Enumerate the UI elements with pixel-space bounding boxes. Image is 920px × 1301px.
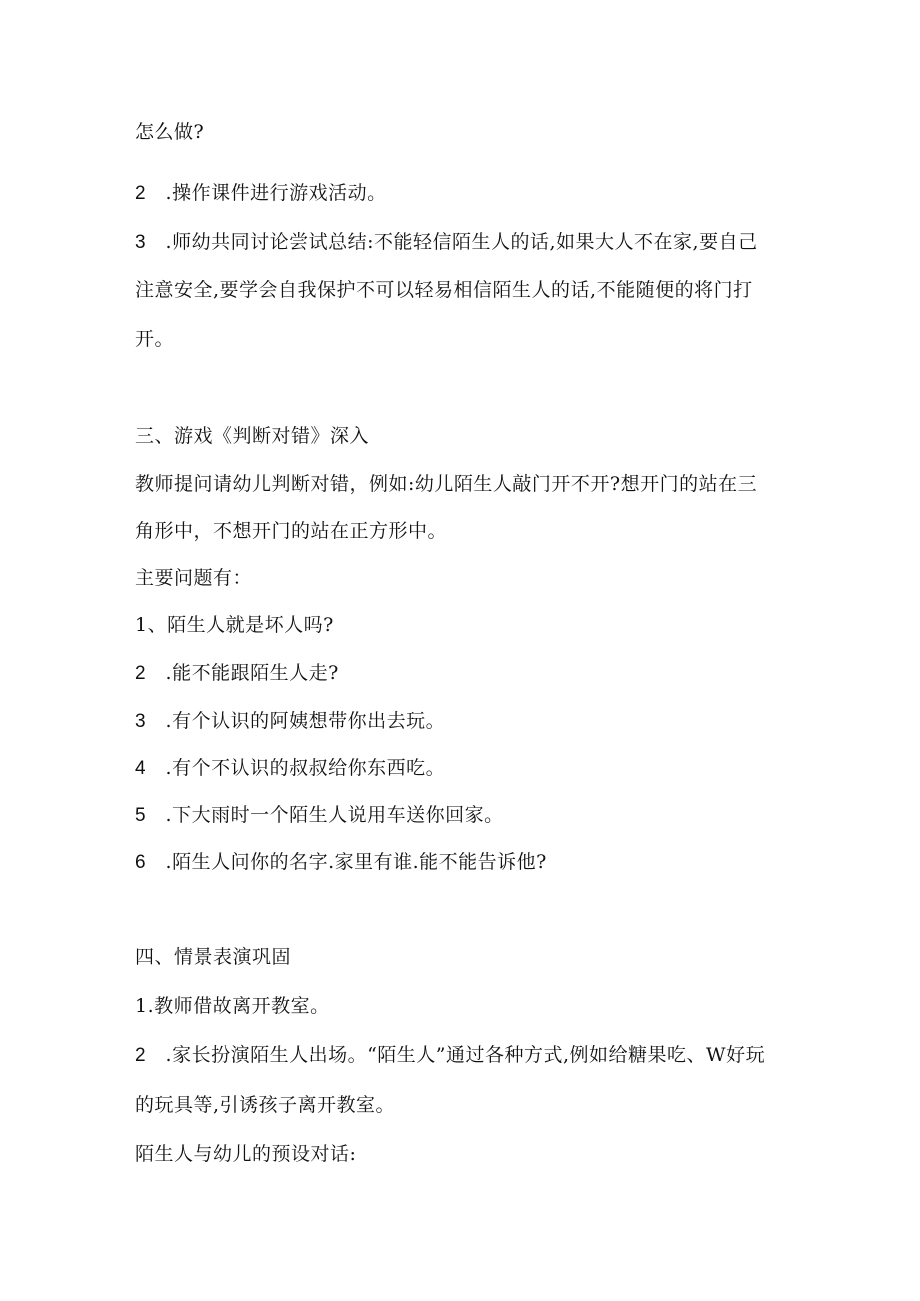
paragraph-line bbox=[135, 1092, 795, 1118]
line-text: 开。 bbox=[135, 328, 175, 350]
item-prefix: . bbox=[159, 710, 173, 732]
paragraph-line bbox=[135, 277, 795, 303]
item-prefix: . bbox=[159, 804, 173, 826]
numbered-item bbox=[135, 849, 795, 876]
section-heading bbox=[135, 944, 795, 970]
item-text: 1、陌生人就是坏人吗? bbox=[135, 614, 334, 636]
line-text: 怎么做? bbox=[135, 121, 205, 143]
item-text: 陌生人问你的名字.家里有谁.能不能告诉他? bbox=[172, 851, 547, 873]
line-text: 注意安全,要学会自我保护不可以轻易相信陌生人的话,不能随便的将门打 bbox=[135, 279, 753, 301]
heading-text: 三、游戏《判断对错》深入 bbox=[135, 425, 370, 447]
line-text: 的玩具等,引诱孩子离开教室。 bbox=[135, 1094, 396, 1116]
heading-text: 四、情景表演巩固 bbox=[135, 946, 292, 968]
item-prefix: . bbox=[159, 1044, 173, 1066]
item-prefix: . bbox=[159, 231, 173, 253]
line-text: 角形中，不想开门的站在正方形中。 bbox=[135, 520, 448, 542]
item-prefix: . bbox=[159, 662, 173, 684]
item-prefix: . bbox=[159, 757, 173, 779]
list-item bbox=[135, 612, 795, 638]
item-text: 师幼共同讨论尝试总结:不能轻信陌生人的话,如果大人不在家,要自己 bbox=[172, 231, 758, 253]
item-text: 操作课件进行游戏活动。 bbox=[172, 182, 387, 204]
paragraph-line bbox=[135, 471, 795, 497]
paragraph-line bbox=[135, 1141, 795, 1167]
item-number: 4 bbox=[135, 758, 147, 779]
section-heading bbox=[135, 423, 795, 449]
item-text: 有个认识的阿姨想带你出去玩。 bbox=[172, 710, 446, 732]
paragraph-line bbox=[135, 326, 795, 352]
line-text: 陌生人与幼儿的预设对话: bbox=[135, 1143, 357, 1165]
paragraph-line bbox=[135, 565, 795, 591]
item-prefix: . bbox=[159, 851, 173, 873]
item-number: 2 bbox=[135, 1045, 147, 1066]
item-number: 3 bbox=[135, 711, 147, 732]
numbered-item bbox=[135, 708, 795, 735]
item-text: 1.教师借故离开教室。 bbox=[135, 995, 330, 1017]
item-number: 6 bbox=[135, 852, 147, 873]
item-number: 5 bbox=[135, 805, 147, 826]
item-text: 下大雨时一个陌生人说用车送你回家。 bbox=[172, 804, 504, 826]
line-text: 主要问题有： bbox=[135, 567, 253, 589]
numbered-item bbox=[135, 755, 795, 782]
item-number: 2 bbox=[135, 663, 147, 684]
numbered-item bbox=[135, 660, 795, 687]
item-number: 3 bbox=[135, 232, 147, 253]
item-text: 能不能跟陌生人走? bbox=[172, 662, 339, 684]
item-text: 有个不认识的叔叔给你东西吃。 bbox=[172, 757, 446, 779]
numbered-item bbox=[135, 802, 795, 829]
numbered-item bbox=[135, 180, 795, 207]
numbered-item bbox=[135, 1042, 795, 1069]
list-item bbox=[135, 993, 795, 1019]
numbered-item bbox=[135, 229, 795, 256]
line-text: 教师提问请幼儿判断对错，例如:幼儿陌生人敲门开不开?想开门的站在三 bbox=[135, 473, 758, 495]
item-number: 2 bbox=[135, 183, 147, 204]
paragraph-line bbox=[135, 119, 795, 145]
item-text: 家长扮演陌生人出场。“陌生人”通过各种方式,例如给糖果吃、W好玩 bbox=[172, 1044, 766, 1066]
item-prefix: . bbox=[159, 182, 173, 204]
paragraph-line bbox=[135, 518, 795, 544]
